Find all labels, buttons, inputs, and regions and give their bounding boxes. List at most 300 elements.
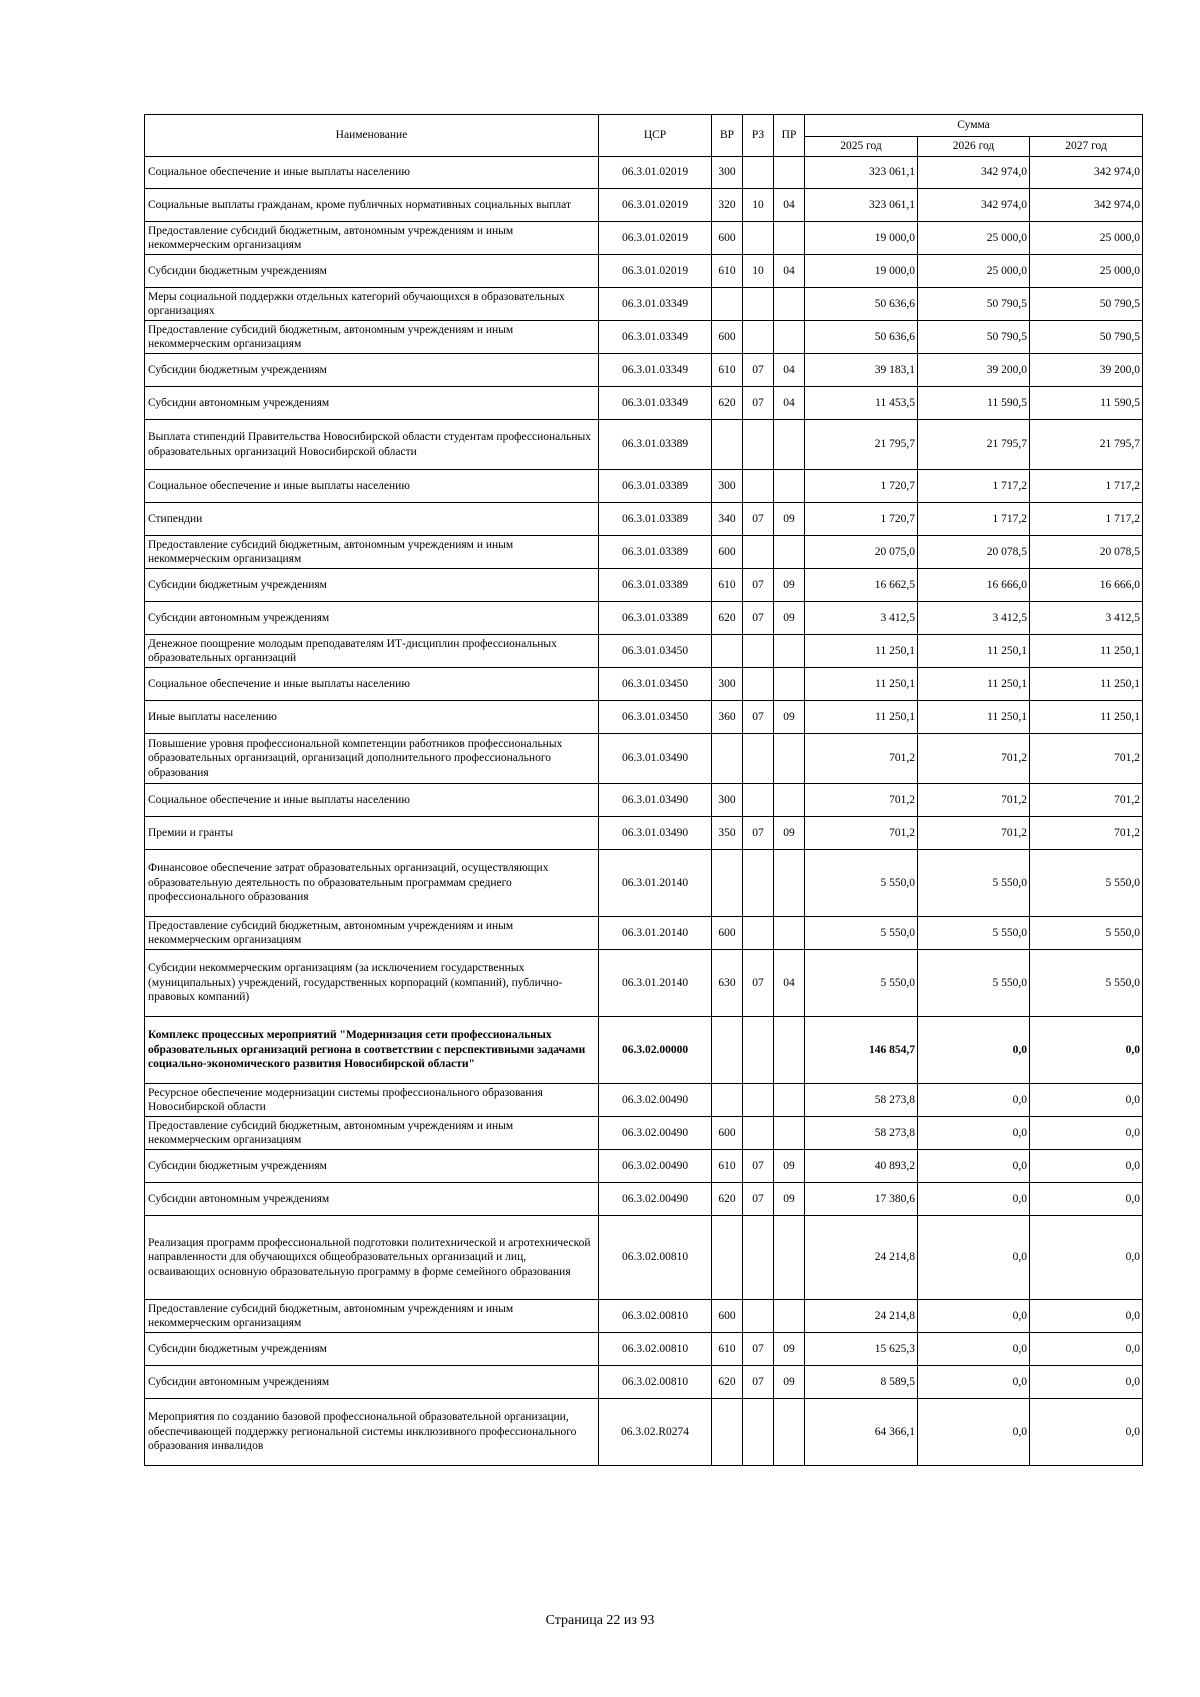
row-2025: 58 273,8 xyxy=(805,1084,918,1117)
row-rz xyxy=(743,420,774,470)
row-name: Предоставление субсидий бюджетным, автономным учреждениям и иным некоммерческим организациям xyxy=(145,917,599,950)
table-row xyxy=(145,1300,1143,1333)
row-pr: 09 xyxy=(774,817,805,850)
row-name: Субсидии автономным учреждениям xyxy=(145,1183,599,1216)
row-pr xyxy=(774,1216,805,1300)
row-2027: 1 717,2 xyxy=(1030,470,1143,503)
table-row xyxy=(145,668,1143,701)
row-2025: 24 214,8 xyxy=(805,1300,918,1333)
row-2025: 3 412,5 xyxy=(805,602,918,635)
row-rz: 07 xyxy=(743,503,774,536)
table-row xyxy=(145,734,1143,784)
table-body xyxy=(145,157,1143,1466)
row-name: Комплекс процессных мероприятий "Модернизация сети профессиональных образовательных организаций региона в соответствии с перспективными задачами социально-экономического развития Новосибирской области" xyxy=(145,1017,599,1084)
row-2026: 11 250,1 xyxy=(918,668,1030,701)
row-2025: 64 366,1 xyxy=(805,1399,918,1466)
row-vr xyxy=(712,1017,743,1084)
row-pr: 04 xyxy=(774,387,805,420)
row-name: Субсидии автономным учреждениям xyxy=(145,602,599,635)
row-2026: 25 000,0 xyxy=(918,255,1030,288)
header-2027: 2027 год xyxy=(1030,137,1143,157)
row-2027: 0,0 xyxy=(1030,1084,1143,1117)
header-csr: ЦСР xyxy=(599,115,712,157)
row-csr: 06.3.01.03389 xyxy=(599,470,712,503)
row-pr xyxy=(774,850,805,917)
header-name: Наименование xyxy=(145,115,599,157)
row-2027: 0,0 xyxy=(1030,1366,1143,1399)
row-csr: 06.3.01.20140 xyxy=(599,917,712,950)
row-name: Субсидии некоммерческим организациям (за исключением государственных (муниципальных) учреждений, государственных корпораций (компаний), публично-правовых компаний) xyxy=(145,950,599,1017)
row-csr: 06.3.01.02019 xyxy=(599,255,712,288)
row-name: Иные выплаты населению xyxy=(145,701,599,734)
row-csr: 06.3.02.00490 xyxy=(599,1084,712,1117)
row-csr: 06.3.02.00810 xyxy=(599,1366,712,1399)
row-name: Предоставление субсидий бюджетным, автономным учреждениям и иным некоммерческим организациям xyxy=(145,222,599,255)
row-vr: 360 xyxy=(712,701,743,734)
row-2026: 342 974,0 xyxy=(918,189,1030,222)
row-2026: 50 790,5 xyxy=(918,288,1030,321)
row-name: Субсидии автономным учреждениям xyxy=(145,387,599,420)
table-row xyxy=(145,222,1143,255)
row-2027: 0,0 xyxy=(1030,1017,1143,1084)
row-name: Ресурсное обеспечение модернизации системы профессионального образования Новосибирской области xyxy=(145,1084,599,1117)
row-vr: 600 xyxy=(712,536,743,569)
table-row xyxy=(145,470,1143,503)
table-row xyxy=(145,1216,1143,1300)
row-name: Предоставление субсидий бюджетным, автономным учреждениям и иным некоммерческим организациям xyxy=(145,321,599,354)
row-pr xyxy=(774,288,805,321)
row-2027: 701,2 xyxy=(1030,784,1143,817)
row-vr xyxy=(712,635,743,668)
row-2027: 21 795,7 xyxy=(1030,420,1143,470)
row-2025: 701,2 xyxy=(805,817,918,850)
table-row xyxy=(145,701,1143,734)
table-row xyxy=(145,189,1143,222)
row-2026: 701,2 xyxy=(918,817,1030,850)
table-row xyxy=(145,602,1143,635)
row-2027: 701,2 xyxy=(1030,817,1143,850)
table-row xyxy=(145,157,1143,189)
row-name: Социальные выплаты гражданам, кроме публичных нормативных социальных выплат xyxy=(145,189,599,222)
row-2025: 5 550,0 xyxy=(805,950,918,1017)
row-pr xyxy=(774,321,805,354)
table-header xyxy=(145,115,1143,157)
row-name: Меры социальной поддержки отдельных категорий обучающихся в образовательных организациях xyxy=(145,288,599,321)
header-rz: РЗ xyxy=(743,115,774,157)
row-2026: 1 717,2 xyxy=(918,470,1030,503)
row-csr: 06.3.01.02019 xyxy=(599,189,712,222)
table-row xyxy=(145,503,1143,536)
row-2026: 0,0 xyxy=(918,1333,1030,1366)
row-2025: 16 662,5 xyxy=(805,569,918,602)
row-rz: 07 xyxy=(743,817,774,850)
row-pr: 04 xyxy=(774,255,805,288)
row-2026: 1 717,2 xyxy=(918,503,1030,536)
row-rz: 07 xyxy=(743,1150,774,1183)
row-pr xyxy=(774,917,805,950)
row-2027: 0,0 xyxy=(1030,1183,1143,1216)
table-row xyxy=(145,1399,1143,1466)
row-2025: 21 795,7 xyxy=(805,420,918,470)
row-name: Субсидии бюджетным учреждениям xyxy=(145,255,599,288)
row-2027: 342 974,0 xyxy=(1030,157,1143,189)
row-2026: 21 795,7 xyxy=(918,420,1030,470)
row-2025: 5 550,0 xyxy=(805,917,918,950)
row-csr: 06.3.01.02019 xyxy=(599,157,712,189)
row-2025: 15 625,3 xyxy=(805,1333,918,1366)
row-name: Предоставление субсидий бюджетным, автономным учреждениям и иным некоммерческим организациям xyxy=(145,1300,599,1333)
row-2026: 0,0 xyxy=(918,1216,1030,1300)
row-pr xyxy=(774,1300,805,1333)
row-rz: 07 xyxy=(743,1366,774,1399)
row-csr: 06.3.01.03349 xyxy=(599,288,712,321)
row-vr: 350 xyxy=(712,817,743,850)
row-2026: 0,0 xyxy=(918,1117,1030,1150)
row-2027: 0,0 xyxy=(1030,1216,1143,1300)
row-pr xyxy=(774,1399,805,1466)
row-vr: 600 xyxy=(712,1117,743,1150)
row-vr: 610 xyxy=(712,354,743,387)
row-csr: 06.3.02.00810 xyxy=(599,1216,712,1300)
row-pr: 09 xyxy=(774,1150,805,1183)
row-2025: 323 061,1 xyxy=(805,189,918,222)
table-row xyxy=(145,387,1143,420)
header-vr: ВР xyxy=(712,115,743,157)
row-pr: 09 xyxy=(774,701,805,734)
row-csr: 06.3.01.03389 xyxy=(599,503,712,536)
row-csr: 06.3.01.03349 xyxy=(599,321,712,354)
row-2027: 16 666,0 xyxy=(1030,569,1143,602)
row-2026: 25 000,0 xyxy=(918,222,1030,255)
row-2025: 20 075,0 xyxy=(805,536,918,569)
row-2026: 0,0 xyxy=(918,1366,1030,1399)
row-vr xyxy=(712,1399,743,1466)
row-rz: 07 xyxy=(743,701,774,734)
row-name: Финансовое обеспечение затрат образовательных организаций, осуществляющих образовательную деятельность по образовательным программам среднего профессионального образования xyxy=(145,850,599,917)
row-vr: 610 xyxy=(712,569,743,602)
row-2025: 50 636,6 xyxy=(805,288,918,321)
row-name: Стипендии xyxy=(145,503,599,536)
row-name: Субсидии бюджетным учреждениям xyxy=(145,354,599,387)
row-pr: 09 xyxy=(774,503,805,536)
row-vr: 610 xyxy=(712,1150,743,1183)
row-rz xyxy=(743,784,774,817)
row-name: Предоставление субсидий бюджетным, автономным учреждениям и иным некоммерческим организациям xyxy=(145,1117,599,1150)
row-rz xyxy=(743,1300,774,1333)
row-csr: 06.3.01.03389 xyxy=(599,602,712,635)
row-2025: 146 854,7 xyxy=(805,1017,918,1084)
row-pr: 09 xyxy=(774,602,805,635)
table-row xyxy=(145,635,1143,668)
row-2027: 50 790,5 xyxy=(1030,321,1143,354)
row-vr: 320 xyxy=(712,189,743,222)
row-2027: 0,0 xyxy=(1030,1117,1143,1150)
row-vr: 600 xyxy=(712,917,743,950)
row-name: Субсидии автономным учреждениям xyxy=(145,1366,599,1399)
row-2027: 5 550,0 xyxy=(1030,950,1143,1017)
row-2027: 3 412,5 xyxy=(1030,602,1143,635)
row-2025: 58 273,8 xyxy=(805,1117,918,1150)
row-vr: 300 xyxy=(712,668,743,701)
row-2025: 1 720,7 xyxy=(805,470,918,503)
row-vr: 300 xyxy=(712,784,743,817)
row-pr: 09 xyxy=(774,569,805,602)
row-rz xyxy=(743,470,774,503)
row-2025: 19 000,0 xyxy=(805,255,918,288)
row-2026: 3 412,5 xyxy=(918,602,1030,635)
row-vr: 620 xyxy=(712,602,743,635)
row-rz: 07 xyxy=(743,950,774,1017)
row-2027: 25 000,0 xyxy=(1030,222,1143,255)
row-vr: 630 xyxy=(712,950,743,1017)
row-2026: 20 078,5 xyxy=(918,536,1030,569)
row-2025: 5 550,0 xyxy=(805,850,918,917)
row-2027: 701,2 xyxy=(1030,734,1143,784)
table-row xyxy=(145,1333,1143,1366)
header-pr: ПР xyxy=(774,115,805,157)
row-name: Субсидии бюджетным учреждениям xyxy=(145,1333,599,1366)
row-2027: 25 000,0 xyxy=(1030,255,1143,288)
row-name: Выплата стипендий Правительства Новосибирской области студентам профессиональных образовательных организаций Новосибирской области xyxy=(145,420,599,470)
budget-table xyxy=(144,114,1143,1466)
row-name: Социальное обеспечение и иные выплаты населению xyxy=(145,157,599,189)
row-pr xyxy=(774,635,805,668)
row-rz: 07 xyxy=(743,569,774,602)
table-row xyxy=(145,536,1143,569)
row-2027: 0,0 xyxy=(1030,1333,1143,1366)
row-rz xyxy=(743,157,774,189)
row-2025: 701,2 xyxy=(805,784,918,817)
row-name: Мероприятия по созданию базовой профессиональной образовательной организации, обеспечивающей поддержку региональной системы инклюзивного профессионального образования инвалидов xyxy=(145,1399,599,1466)
row-name: Субсидии бюджетным учреждениям xyxy=(145,1150,599,1183)
row-pr xyxy=(774,1117,805,1150)
row-name: Социальное обеспечение и иные выплаты населению xyxy=(145,470,599,503)
row-pr xyxy=(774,734,805,784)
row-2026: 342 974,0 xyxy=(918,157,1030,189)
row-vr: 300 xyxy=(712,157,743,189)
row-name: Денежное поощрение молодым преподавателям ИТ-дисциплин профессиональных образовательных организаций xyxy=(145,635,599,668)
row-csr: 06.3.02.00000 xyxy=(599,1017,712,1084)
row-csr: 06.3.01.03450 xyxy=(599,635,712,668)
row-2026: 11 250,1 xyxy=(918,635,1030,668)
row-csr: 06.3.01.03490 xyxy=(599,734,712,784)
row-rz xyxy=(743,1017,774,1084)
table-row xyxy=(145,850,1143,917)
row-2026: 50 790,5 xyxy=(918,321,1030,354)
row-pr: 04 xyxy=(774,354,805,387)
row-pr xyxy=(774,1084,805,1117)
row-rz: 10 xyxy=(743,189,774,222)
row-2025: 24 214,8 xyxy=(805,1216,918,1300)
row-2026: 11 250,1 xyxy=(918,701,1030,734)
row-name: Реализация программ профессиональной подготовки политехнической и агротехнической направленности для обучающихся общеобразовательных организаций и лиц, осваивающих основную образовательную программу в форме семейного образования xyxy=(145,1216,599,1300)
table-row xyxy=(145,817,1143,850)
row-2026: 5 550,0 xyxy=(918,917,1030,950)
row-2025: 17 380,6 xyxy=(805,1183,918,1216)
row-2026: 5 550,0 xyxy=(918,950,1030,1017)
table-row xyxy=(145,420,1143,470)
row-2027: 5 550,0 xyxy=(1030,850,1143,917)
row-rz xyxy=(743,1117,774,1150)
table-row xyxy=(145,1117,1143,1150)
row-rz: 07 xyxy=(743,387,774,420)
table-row xyxy=(145,1017,1143,1084)
row-pr xyxy=(774,536,805,569)
row-rz: 07 xyxy=(743,1333,774,1366)
row-vr: 620 xyxy=(712,1366,743,1399)
row-2027: 0,0 xyxy=(1030,1300,1143,1333)
row-name: Предоставление субсидий бюджетным, автономным учреждениям и иным некоммерческим организациям xyxy=(145,536,599,569)
row-vr xyxy=(712,420,743,470)
row-2025: 11 250,1 xyxy=(805,668,918,701)
row-2025: 19 000,0 xyxy=(805,222,918,255)
header-2025: 2025 год xyxy=(805,137,918,157)
row-csr: 06.3.01.20140 xyxy=(599,950,712,1017)
row-pr xyxy=(774,784,805,817)
row-vr xyxy=(712,850,743,917)
row-csr: 06.3.01.20140 xyxy=(599,850,712,917)
row-pr xyxy=(774,420,805,470)
row-csr: 06.3.02.00810 xyxy=(599,1300,712,1333)
table-row xyxy=(145,1183,1143,1216)
row-2027: 5 550,0 xyxy=(1030,917,1143,950)
row-2027: 0,0 xyxy=(1030,1399,1143,1466)
row-vr: 610 xyxy=(712,1333,743,1366)
row-2026: 11 590,5 xyxy=(918,387,1030,420)
header-2026: 2026 год xyxy=(918,137,1030,157)
row-name: Субсидии бюджетным учреждениям xyxy=(145,569,599,602)
row-2025: 1 720,7 xyxy=(805,503,918,536)
row-pr: 09 xyxy=(774,1333,805,1366)
row-vr: 620 xyxy=(712,1183,743,1216)
row-rz xyxy=(743,668,774,701)
row-2026: 0,0 xyxy=(918,1017,1030,1084)
row-vr: 610 xyxy=(712,255,743,288)
row-2025: 11 250,1 xyxy=(805,635,918,668)
table-row xyxy=(145,1084,1143,1117)
row-2025: 11 250,1 xyxy=(805,701,918,734)
row-vr: 620 xyxy=(712,387,743,420)
row-csr: 06.3.01.03389 xyxy=(599,569,712,602)
row-2026: 0,0 xyxy=(918,1150,1030,1183)
row-vr: 300 xyxy=(712,470,743,503)
row-name: Социальное обеспечение и иные выплаты населению xyxy=(145,668,599,701)
row-rz xyxy=(743,222,774,255)
row-pr xyxy=(774,1017,805,1084)
row-pr: 09 xyxy=(774,1183,805,1216)
row-pr xyxy=(774,222,805,255)
row-name: Премии и гранты xyxy=(145,817,599,850)
row-pr: 04 xyxy=(774,950,805,1017)
page-number: Страница 22 из 93 xyxy=(545,1613,655,1628)
row-name: Повышение уровня профессиональной компетенции работников профессиональных образовательных организаций, организаций дополнительного профессионального образования xyxy=(145,734,599,784)
row-2027: 20 078,5 xyxy=(1030,536,1143,569)
row-csr: 06.3.02.R0274 xyxy=(599,1399,712,1466)
row-csr: 06.3.02.00490 xyxy=(599,1150,712,1183)
header-sum: Сумма xyxy=(805,115,1143,137)
row-csr: 06.3.01.03389 xyxy=(599,420,712,470)
table-row xyxy=(145,784,1143,817)
row-2025: 11 453,5 xyxy=(805,387,918,420)
row-rz: 10 xyxy=(743,255,774,288)
row-2025: 39 183,1 xyxy=(805,354,918,387)
row-rz: 07 xyxy=(743,602,774,635)
table-row xyxy=(145,950,1143,1017)
row-csr: 06.3.02.00490 xyxy=(599,1117,712,1150)
row-2027: 11 250,1 xyxy=(1030,635,1143,668)
row-csr: 06.3.02.00810 xyxy=(599,1333,712,1366)
row-2027: 39 200,0 xyxy=(1030,354,1143,387)
row-csr: 06.3.01.02019 xyxy=(599,222,712,255)
row-2027: 342 974,0 xyxy=(1030,189,1143,222)
row-2025: 40 893,2 xyxy=(805,1150,918,1183)
row-vr: 340 xyxy=(712,503,743,536)
row-rz xyxy=(743,850,774,917)
table-row xyxy=(145,569,1143,602)
row-2025: 323 061,1 xyxy=(805,157,918,189)
row-csr: 06.3.01.03490 xyxy=(599,784,712,817)
row-csr: 06.3.02.00490 xyxy=(599,1183,712,1216)
row-2025: 8 589,5 xyxy=(805,1366,918,1399)
row-pr xyxy=(774,668,805,701)
table-row xyxy=(145,255,1143,288)
row-2027: 11 250,1 xyxy=(1030,701,1143,734)
row-2026: 39 200,0 xyxy=(918,354,1030,387)
row-csr: 06.3.01.03450 xyxy=(599,668,712,701)
row-2026: 0,0 xyxy=(918,1183,1030,1216)
row-rz xyxy=(743,1084,774,1117)
row-csr: 06.3.01.03490 xyxy=(599,817,712,850)
row-vr xyxy=(712,1216,743,1300)
row-vr xyxy=(712,288,743,321)
row-2026: 16 666,0 xyxy=(918,569,1030,602)
row-rz: 07 xyxy=(743,354,774,387)
row-vr xyxy=(712,734,743,784)
table-row xyxy=(145,321,1143,354)
row-csr: 06.3.01.03389 xyxy=(599,536,712,569)
row-2027: 50 790,5 xyxy=(1030,288,1143,321)
table-row xyxy=(145,288,1143,321)
row-csr: 06.3.01.03349 xyxy=(599,387,712,420)
table-row xyxy=(145,1150,1143,1183)
row-rz xyxy=(743,734,774,784)
row-2026: 0,0 xyxy=(918,1084,1030,1117)
row-pr: 09 xyxy=(774,1366,805,1399)
row-rz xyxy=(743,917,774,950)
table-row xyxy=(145,354,1143,387)
row-2025: 701,2 xyxy=(805,734,918,784)
row-2026: 0,0 xyxy=(918,1300,1030,1333)
row-vr: 600 xyxy=(712,222,743,255)
row-rz xyxy=(743,635,774,668)
row-rz xyxy=(743,536,774,569)
row-csr: 06.3.01.03450 xyxy=(599,701,712,734)
row-rz xyxy=(743,1216,774,1300)
row-rz xyxy=(743,288,774,321)
row-2026: 5 550,0 xyxy=(918,850,1030,917)
row-pr xyxy=(774,470,805,503)
row-2025: 50 636,6 xyxy=(805,321,918,354)
table-row xyxy=(145,917,1143,950)
row-2026: 701,2 xyxy=(918,784,1030,817)
row-2026: 701,2 xyxy=(918,734,1030,784)
row-csr: 06.3.01.03349 xyxy=(599,354,712,387)
row-rz xyxy=(743,1399,774,1466)
row-vr: 600 xyxy=(712,1300,743,1333)
row-vr xyxy=(712,1084,743,1117)
row-pr xyxy=(774,157,805,189)
row-rz: 07 xyxy=(743,1183,774,1216)
